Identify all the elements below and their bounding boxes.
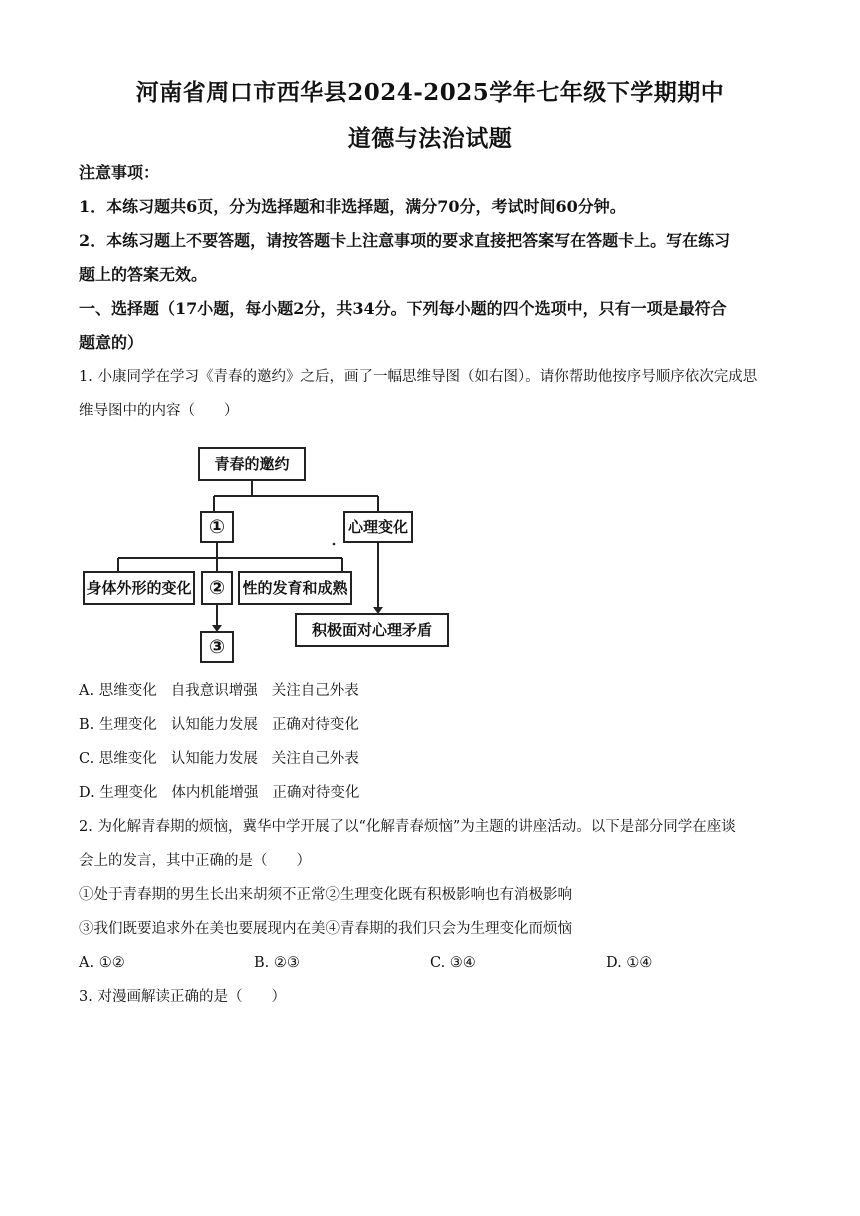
q2-option-d[interactable]: D. ①④	[606, 955, 653, 971]
diagram-dot	[333, 543, 336, 546]
notes-item-2-line-1: 2．本练习题上不要答题，请按答题卡上注意事项的要求直接把答案写在答题卡上。写在练习	[79, 231, 731, 250]
q1-stem-line-1: 1. 小康同学在学习《青春的邀约》之后，画了一幅思维导图（如右图）。请你帮助他按序号顺序依次完成思	[79, 369, 758, 385]
notes-item-2-line-2: 题上的答案无效。	[79, 265, 208, 284]
q1-option-a[interactable]: A. 思维变化 自我意识增强 关注自己外表	[79, 683, 359, 699]
section-heading-line-1: 一、选择题（17小题，每小题2分，共34分。下列每小题的四个选项中，只有一项是最符合	[79, 299, 727, 318]
q1-option-b[interactable]: B. 生理变化 认知能力发展 正确对待变化	[79, 717, 359, 733]
q2-option-b[interactable]: B. ②③	[254, 955, 300, 971]
notes-item-1: 1．本练习题共6页，分为选择题和非选择题，满分70分，考试时间60分钟。	[79, 197, 626, 216]
node-root: 青春的邀约	[214, 455, 290, 473]
q2-stem-line-2: 会上的发言，其中正确的是（ ）	[79, 853, 311, 869]
q1-option-d[interactable]: D. 生理变化 体内机能增强 正确对待变化	[79, 785, 360, 801]
q2-option-c[interactable]: C. ③④	[430, 955, 476, 971]
node-sex: 性的发育和成熟	[242, 579, 348, 597]
arrow-head-to-face	[373, 607, 383, 614]
q2-statements-line-2: ③我们既要追求外在美也要展现内在美④青春期的我们只会为生理变化而烦恼	[79, 921, 572, 937]
q1-mind-map-diagram	[78, 440, 458, 670]
q2-stem-line-1: 2. 为化解青春期的烦恼，冀华中学开展了以“化解青春烦恼”为主题的讲座活动。以下是部分同学在座谈	[79, 819, 736, 835]
q1-stem-line-2: 维导图中的内容（ ）	[79, 403, 239, 419]
notes-heading: 注意事项：	[79, 163, 160, 182]
q1-option-c[interactable]: C. 思维变化 认知能力发展 关注自己外表	[79, 751, 359, 767]
arrow-head-to-node-3	[212, 625, 222, 632]
q2-option-a[interactable]: A. ①②	[79, 955, 125, 971]
page-title: 河南省周口市西华县2024-2025学年七年级下学期期中	[135, 79, 725, 106]
node-face: 积极面对心理矛盾	[311, 621, 433, 639]
node-1: ①	[208, 516, 226, 538]
q3-stem: 3. 对漫画解读正确的是（ ）	[79, 989, 286, 1005]
section-heading-line-2: 题意的）	[79, 333, 144, 352]
q2-statements-line-1: ①处于青春期的男生长出来胡须不正常②生理变化既有积极影响也有消极影响	[79, 887, 572, 903]
node-3: ③	[208, 636, 226, 658]
page-subtitle: 道德与法治试题	[347, 125, 513, 152]
node-2: ②	[208, 577, 226, 599]
node-psych: 心理变化	[347, 518, 409, 536]
node-body: 身体外形的变化	[86, 579, 192, 597]
